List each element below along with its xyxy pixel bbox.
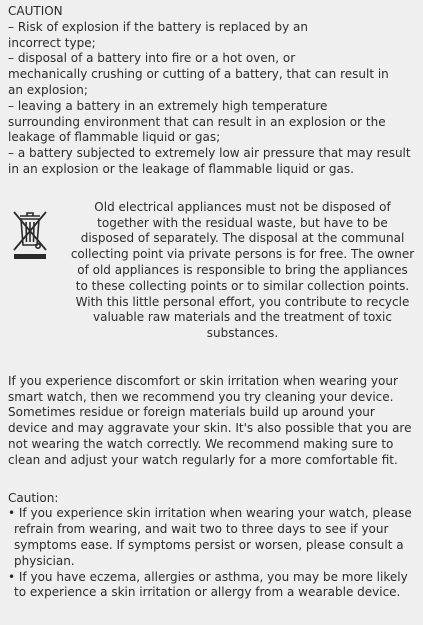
battery-caution-section	[8, 4, 418, 178]
cleaning-line: device and may aggravate your skin. It's also possible that you are	[8, 421, 412, 436]
battery-caution-line: – leaving a battery in an extremely high temperature	[8, 98, 328, 113]
skin-caution-heading: Caution:	[8, 490, 59, 505]
disposal-line: to these collecting points or to similar collection points.	[75, 278, 410, 293]
skin-caution-bullet-line: • If you experience skin irritation when wearing your watch, please	[8, 506, 412, 521]
manual-page	[8, 4, 418, 601]
disposal-line: Old electrical appliances must not be disposed of	[94, 199, 391, 214]
battery-caution-line: mechanically crushing or cutting of a battery, that can result in	[8, 67, 389, 82]
battery-caution-line: in an explosion or the leakage of flammable liquid or gas.	[8, 161, 354, 176]
battery-caution-line: surrounding environment that can result in an explosion or the	[8, 114, 386, 129]
battery-caution-line: – Risk of explosion if the battery is replaced by an	[8, 19, 308, 34]
disposal-line: substances.	[206, 326, 279, 341]
skin-caution-bullet-line: refrain from wearing, and wait two to three days to see if your	[14, 522, 389, 537]
battery-caution-line: leakage of flammable liquid or gas;	[8, 130, 221, 145]
disposal-line: together with the residual waste, but have to be	[97, 215, 388, 230]
disposal-line: of old appliances is responsible to bring the appliances	[77, 262, 408, 277]
battery-caution-line: an explosion;	[8, 82, 88, 97]
disposal-line: valuable raw materials and the treatment of toxic	[93, 310, 392, 325]
disposal-section	[8, 200, 418, 352]
cleaning-section	[8, 374, 418, 469]
cleaning-line: not wearing the watch correctly. We recommend making sure to	[8, 436, 394, 451]
cleaning-line: Sometimes residue or foreign materials build up around your	[8, 405, 375, 420]
disposal-line: disposed of separately. The disposal at the communal	[80, 231, 405, 246]
disposal-line: With this little personal effort, you contribute to recycle	[75, 294, 410, 309]
disposal-text	[70, 200, 415, 342]
battery-caution-line: incorrect type;	[8, 35, 96, 50]
skin-caution-bullet-line: • If you have eczema, allergies or asthma, you may be more likely	[8, 569, 408, 584]
skin-caution-bullet-line: to experience a skin irritation or allergy from a wearable device.	[14, 585, 401, 600]
skin-caution-bullet-line: symptoms ease. If symptoms persist or worsen, please consult a	[14, 537, 404, 552]
skin-caution-bullet-line: physician.	[14, 553, 75, 568]
battery-caution-line: CAUTION	[8, 4, 63, 18]
crossed-out-wheelie-bin-icon	[12, 210, 48, 260]
skin-caution-section	[8, 491, 418, 602]
battery-caution-line: – disposal of a battery into fire or a hot oven, or	[8, 51, 296, 66]
cleaning-line: clean and adjust your watch regularly for a more comfortable fit.	[8, 452, 398, 467]
disposal-line: collecting point via private persons is for free. The owner	[70, 247, 415, 262]
battery-caution-line: – a battery subjected to extremely low air pressure that may result	[8, 146, 411, 161]
cleaning-line: smart watch, then we recommend you try cleaning your device.	[8, 389, 394, 404]
cleaning-line: If you experience discomfort or skin irritation when wearing your	[8, 373, 398, 388]
